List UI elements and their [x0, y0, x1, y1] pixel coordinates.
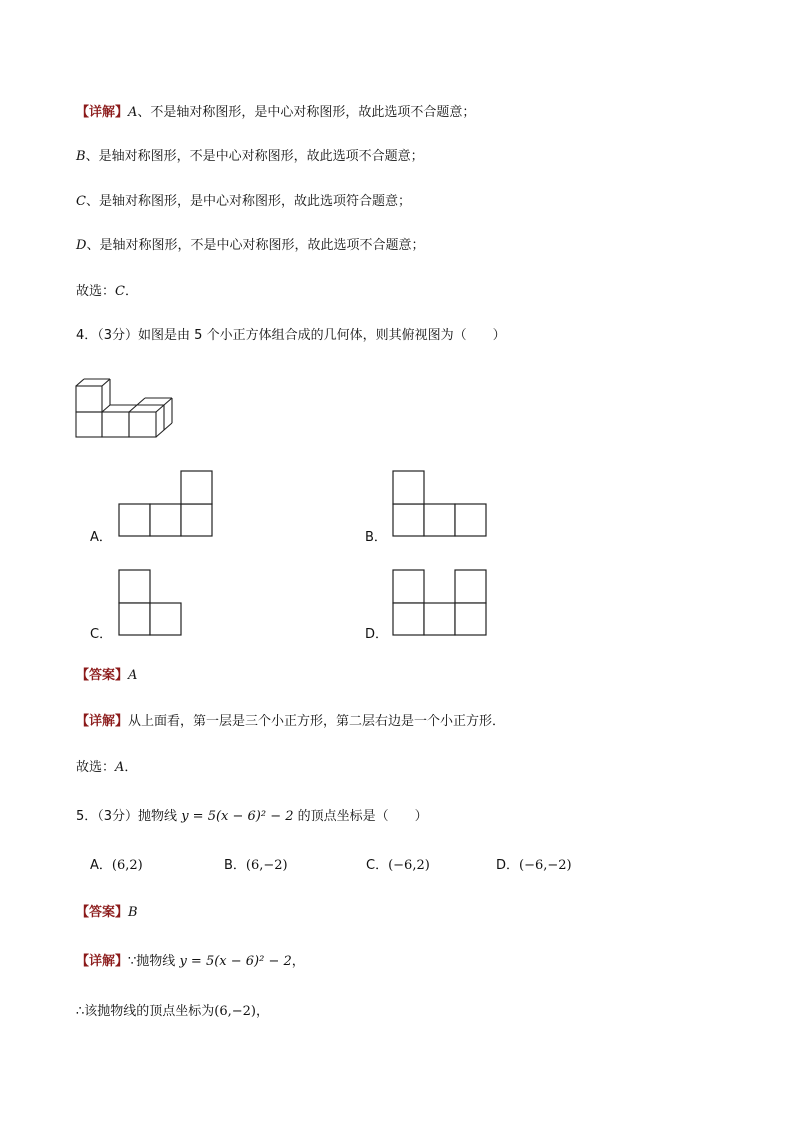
q4-option-b-label[interactable]: B． — [365, 530, 387, 545]
detail-tag: 【详解】 — [76, 105, 129, 120]
q5-detail-line2: ∴该抛物线的顶点坐标为(6,−2)， — [76, 1004, 270, 1019]
q3-detail-c: C、是轴对称图形，是中心对称图形，故此选项符合题意； — [76, 194, 411, 209]
q3-detail-d: D、是轴对称图形，不是中心对称图形，故此选项不合题意； — [76, 238, 425, 253]
q3-detail-b: B、是轴对称图形，不是中心对称图形，故此选项不合题意； — [76, 149, 424, 164]
q4-stem: 4．（3分）如图是由 5 个小正方体组合成的几何体，则其俯视图为（ ） — [76, 328, 506, 343]
q4-option-d-figure[interactable] — [392, 568, 488, 636]
q4-option-a-figure[interactable] — [118, 469, 214, 537]
q5-detail-line1: 【详解】∵抛物线 y = 5(x − 6)² − 2， — [76, 954, 305, 969]
q5-stem: 5．（3分）抛物线 y = 5(x − 6)² − 2 的顶点坐标是（ ） — [76, 809, 428, 824]
therefore-symbol: ∴ — [76, 1004, 85, 1019]
q4-option-d-label[interactable]: D． — [365, 627, 389, 642]
q5-answer: 【答案】B — [76, 905, 138, 920]
because-symbol: ∵ — [128, 954, 137, 969]
q4-choose: 故选：A． — [76, 760, 138, 775]
q4-option-b-figure[interactable] — [392, 469, 488, 537]
q3-choose: 故选：C． — [76, 284, 138, 299]
q4-solid-figure — [74, 378, 178, 438]
q4-option-a-label[interactable]: A． — [90, 530, 112, 545]
q5-option-a[interactable]: A．(6,2) — [90, 858, 143, 873]
q5-option-c[interactable]: C．(−6,2) — [366, 858, 430, 873]
q4-answer: 【答案】A — [76, 668, 138, 683]
q5-option-b[interactable]: B．(6,−2) — [224, 858, 288, 873]
q4-option-c-figure[interactable] — [118, 568, 184, 636]
q4-detail: 【详解】从上面看，第一层是三个小正方形，第二层右边是一个小正方形． — [76, 714, 506, 729]
q3-detail-a: 【详解】A、不是轴对称图形，是中心对称图形，故此选项不合题意； — [76, 105, 476, 120]
q5-option-d[interactable]: D．(−6,−2) — [496, 858, 572, 873]
q4-option-c-label[interactable]: C． — [90, 627, 113, 642]
